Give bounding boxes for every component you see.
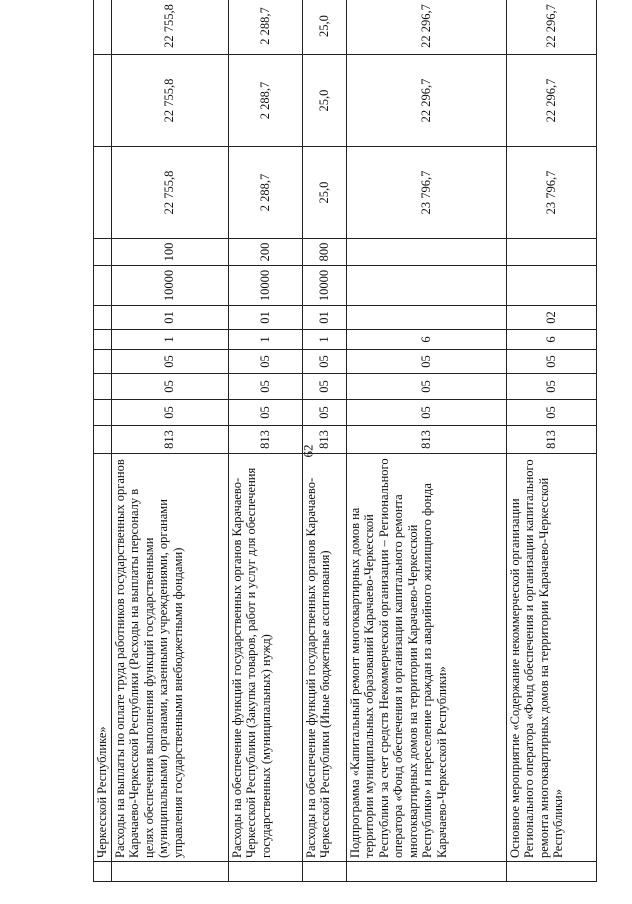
code-cell: 813: [346, 426, 506, 454]
table-row-description: Подпрограмма «Капитальный ремонт многоквартирных домов на территории муниципальных образований Карачаево-Черкесской Республики за счет средств Некоммерческой организации – Регионального оператора «Фонд обеспечения и организации капитального ремонта многоквартирных домов на территории Карачаево-Черкесской Республики» и переселение граждан из аварийного жилищного фонда Карачаево-Черкесской Республики»: [346, 454, 506, 862]
expense-type-cell: 200: [228, 239, 302, 266]
direction-cell: 10000: [111, 266, 228, 306]
code-cell: 813: [111, 426, 228, 454]
subsection-cell: 05: [111, 374, 228, 400]
subprogram-cell: 1: [302, 330, 346, 350]
table-row: [111, 0, 228, 882]
section-cell: 05: [302, 400, 346, 426]
table-row-description: Расходы на выплаты по оплате труда работников государственных органов Карачаево-Черкесской Республики (Расходы на выплаты персоналу в целях обеспечения выполнения функций государственными (муниципальными) органами, казенными учреждениями, органами управления государственными внебюджетными фондами): [111, 454, 228, 862]
blank-cell: [506, 862, 596, 882]
section-cell: 05: [228, 400, 302, 426]
value-cell-2: 2 288,7: [228, 55, 302, 147]
value-cell-1: 23 796,7: [346, 147, 506, 239]
event-cell: 01: [302, 306, 346, 330]
subsection-cell: 05: [506, 374, 596, 400]
table-row: [228, 0, 302, 882]
expense-type-cell: 800: [302, 239, 346, 266]
table-row-description: Расходы на обеспечение функций государственных органов Карачаево-Черкесской Республики (Закупка товаров, работ и услуг для обеспечения государственных (муниципальных) нужд): [228, 454, 302, 862]
value-cell-1: 25,0: [302, 147, 346, 239]
subprogram-cell: 1: [111, 330, 228, 350]
subprogram-cell: 6: [346, 330, 506, 350]
value-cell-1: 23 796,7: [506, 147, 596, 239]
event-cell: [346, 306, 506, 330]
subsection-cell: 05: [302, 374, 346, 400]
direction-cell: [506, 266, 596, 306]
value-cell-3: 25,0: [302, 0, 346, 55]
table-row: [302, 0, 346, 882]
program-cell: 05: [346, 350, 506, 374]
program-cell: 05: [111, 350, 228, 374]
blank-cell: [302, 862, 346, 882]
page-number: 62: [300, 444, 316, 458]
subprogram-cell: 1: [228, 330, 302, 350]
budget-table: [93, 0, 597, 882]
expense-type-cell: [506, 239, 596, 266]
event-cell: 01: [111, 306, 228, 330]
code-cell: 813: [228, 426, 302, 454]
blank-cell: [346, 862, 506, 882]
table-row-description: Расходы на обеспечение функций государственных органов Карачаево-Черкесской Республики (Иные бюджетные ассигнования): [302, 454, 346, 862]
subsection-cell: 05: [228, 374, 302, 400]
value-cell-3: 22 755,8: [111, 0, 228, 55]
section-cell: 05: [346, 400, 506, 426]
value-cell-2: 22 296,7: [346, 55, 506, 147]
direction-cell: 10000: [228, 266, 302, 306]
program-cell: 05: [302, 350, 346, 374]
subsection-cell: 05: [346, 374, 506, 400]
event-cell: 01: [228, 306, 302, 330]
event-cell: 02: [506, 306, 596, 330]
code-cell: 813: [302, 426, 346, 454]
value-cell-2: 22 296,7: [506, 55, 596, 147]
program-cell: 05: [506, 350, 596, 374]
direction-cell: 10000: [302, 266, 346, 306]
table-header-row: [94, 0, 112, 882]
expense-type-cell: 100: [111, 239, 228, 266]
table-row: [506, 0, 596, 882]
direction-cell: [346, 266, 506, 306]
table-row: [346, 0, 506, 882]
blank-cell: [228, 862, 302, 882]
value-cell-1: 2 288,7: [228, 147, 302, 239]
subprogram-cell: 6: [506, 330, 596, 350]
value-cell-3: 22 296,7: [506, 0, 596, 55]
value-cell-3: 22 296,7: [346, 0, 506, 55]
value-cell-2: 22 755,8: [111, 55, 228, 147]
value-cell-1: 22 755,8: [111, 147, 228, 239]
code-cell: 813: [506, 426, 596, 454]
value-cell-3: 2 288,7: [228, 0, 302, 55]
rotated-table-inner: [93, 4, 632, 882]
rotated-table-wrapper: [93, 4, 632, 882]
table-row-description: Основное мероприятие «Содержание некоммерческой организации Регионального оператора «Фонд обеспечения и организации капитального ремонта многоквартирных домов на территории Карачаево-Черкесской Республики»: [506, 454, 596, 862]
expense-type-cell: [346, 239, 506, 266]
blank-cell: [94, 862, 112, 882]
section-cell: 05: [111, 400, 228, 426]
table-row-description: Черкесской Республике»: [94, 454, 112, 862]
value-cell-2: 25,0: [302, 55, 346, 147]
program-cell: 05: [228, 350, 302, 374]
section-cell: 05: [506, 400, 596, 426]
blank-cell: [111, 862, 228, 882]
